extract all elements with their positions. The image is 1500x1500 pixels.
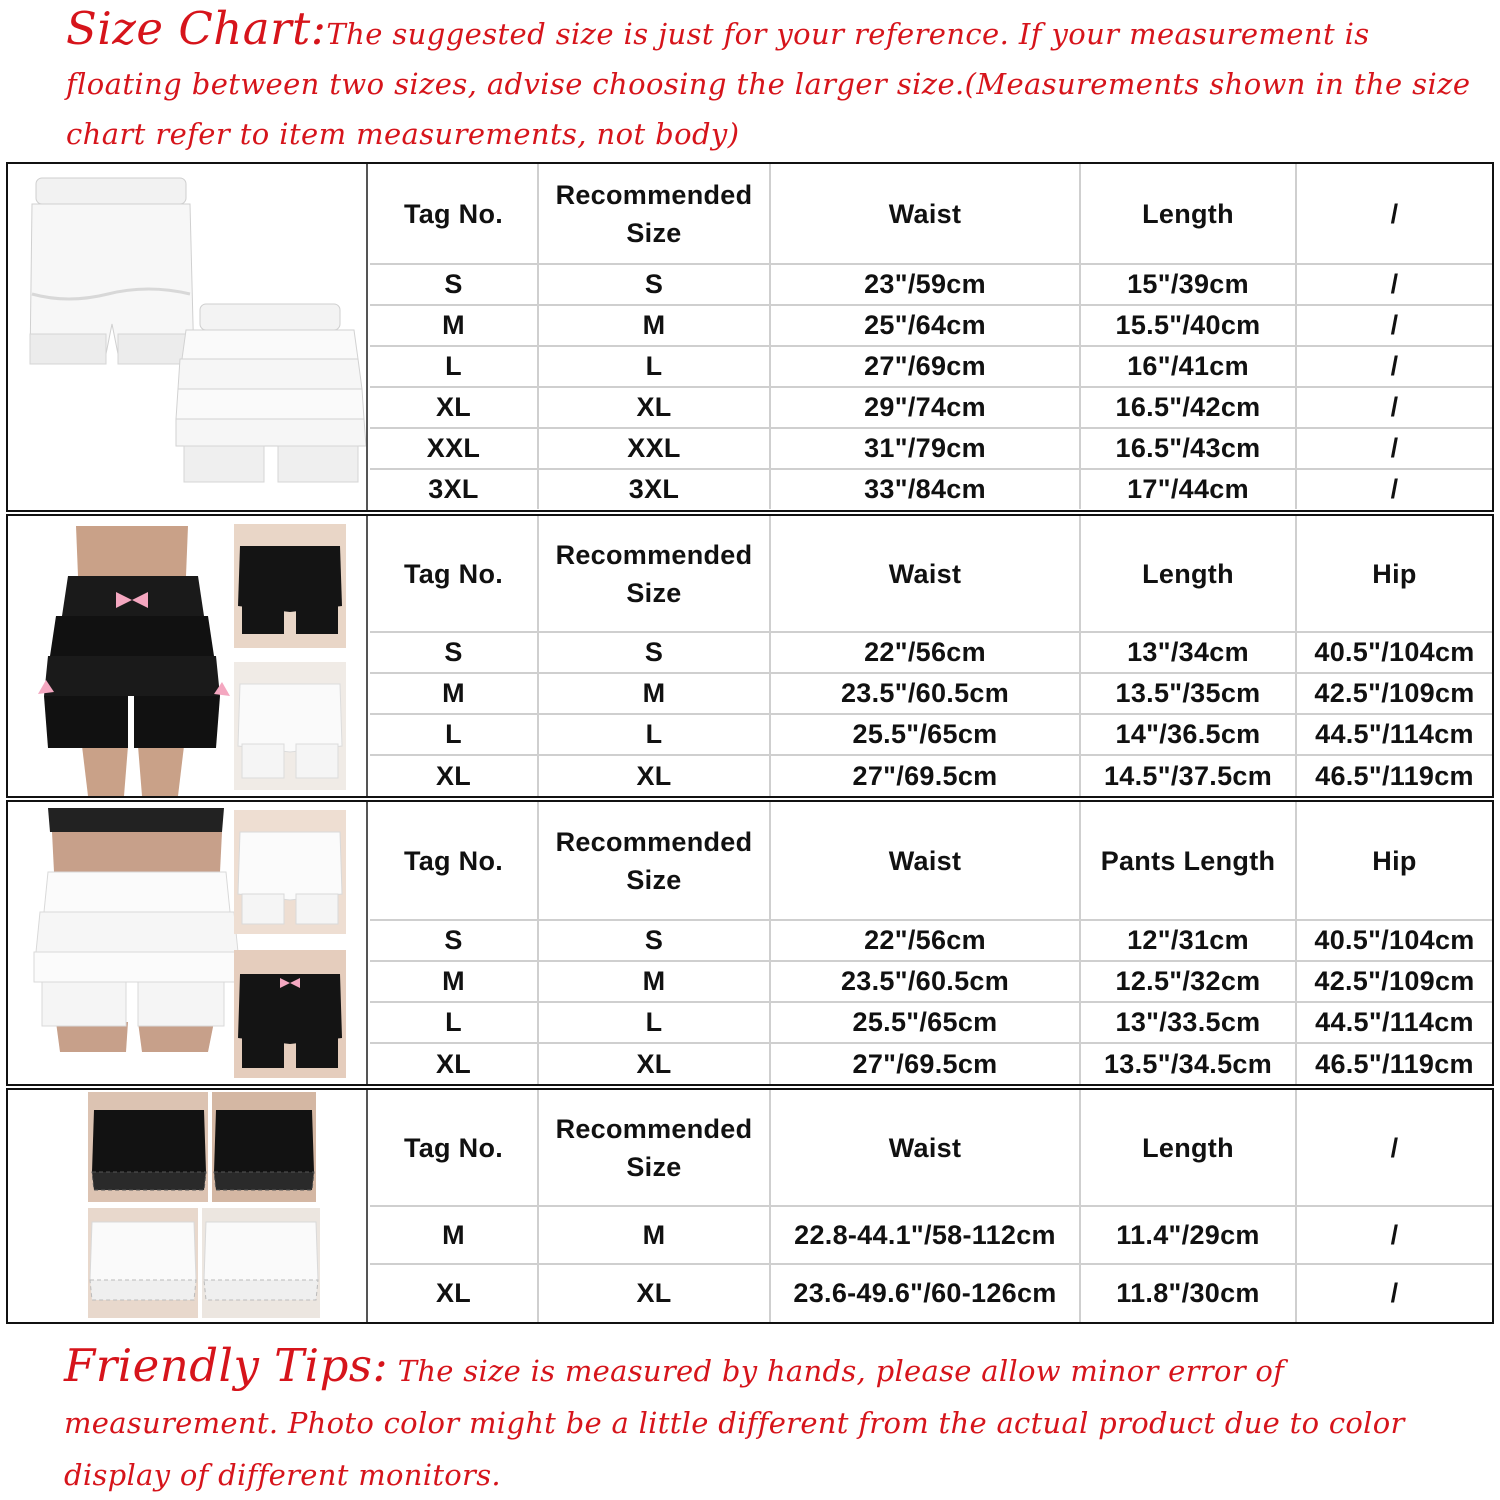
header-length: Length (1080, 516, 1296, 632)
cell-waist: 27"/69.5cm (770, 755, 1080, 796)
size-table-block-1 (6, 162, 1494, 512)
header-recommended-size: Recommended Size (538, 802, 770, 920)
table-row (370, 673, 1492, 714)
cell-length: 13.5"/35cm (1080, 673, 1296, 714)
size-table-block-2 (6, 514, 1494, 798)
cell-tag: XL (435, 760, 472, 791)
cell-waist: 23"/59cm (770, 264, 1080, 305)
cell-tag: 3XL (428, 474, 479, 504)
cell-length: 17"/44cm (1080, 469, 1296, 509)
cell-extra: / (1296, 1206, 1492, 1264)
size-table-block-4 (6, 1088, 1494, 1324)
cell-size: L (538, 346, 770, 387)
cell-tag: XL (370, 387, 538, 428)
cell-size: S (538, 920, 770, 961)
intro-heading: Size Chart: (66, 2, 327, 55)
table-row (370, 714, 1492, 755)
size-chart-intro (66, 4, 1486, 159)
table-row (370, 920, 1492, 961)
cell-length: 12.5"/32cm (1080, 961, 1296, 1002)
cell-length: 11.8"/30cm (1080, 1264, 1296, 1322)
white-bloomers-illustration (8, 164, 368, 510)
cell-size: M (538, 961, 770, 1002)
table-header-row (370, 516, 1492, 632)
cell-waist: 23.6-49.6"/60-126cm (770, 1264, 1080, 1322)
table-row (370, 1206, 1492, 1264)
cell-size: M (538, 673, 770, 714)
header-length: Length (1080, 164, 1296, 264)
table-row (370, 755, 1492, 796)
cell-length: 11.4"/29cm (1080, 1206, 1296, 1264)
cell-extra: / (1296, 469, 1492, 509)
header-tag-no: Tag No. (370, 516, 538, 632)
cell-size: XL (538, 387, 770, 428)
cell-tag: M (370, 305, 538, 346)
cell-tag: XL (435, 1278, 472, 1308)
cell-tag: L (370, 346, 538, 387)
cell-size: XL (538, 1264, 770, 1322)
header-hip: Hip (1296, 802, 1492, 920)
table-header-row (370, 1090, 1492, 1206)
cell-hip: 40.5"/104cm (1296, 632, 1492, 673)
table-row (370, 1043, 1492, 1084)
product-photo-ruffle-bloomers-white (8, 164, 368, 510)
black-bloomers-illustration (8, 516, 368, 796)
cell-tag: XL (435, 1048, 472, 1079)
cell-size: L (538, 1002, 770, 1043)
table-header-row (370, 164, 1492, 264)
lace-shorts-illustration (8, 1090, 368, 1322)
size-table-3 (370, 802, 1492, 1084)
header-recommended-size: Recommended Size (538, 1090, 770, 1206)
table-row (370, 428, 1492, 469)
table-row (370, 469, 1492, 509)
cell-waist: 33"/84cm (770, 469, 1080, 509)
cell-tag: M (370, 961, 538, 1002)
cell-tag: L (370, 714, 538, 755)
header-tag-no: Tag No. (370, 164, 538, 264)
cell-tag: S (370, 264, 538, 305)
cell-length: 14.5"/37.5cm (1080, 755, 1296, 796)
cell-extra: / (1296, 387, 1492, 428)
header-waist: Waist (770, 1090, 1080, 1206)
cell-waist: 25.5"/65cm (770, 714, 1080, 755)
cell-tag: S (370, 920, 538, 961)
table-row (370, 632, 1492, 673)
cell-waist: 22.8-44.1"/58-112cm (770, 1206, 1080, 1264)
product-photo-black-ruffle-bloomers (8, 516, 368, 796)
cell-length: 15"/39cm (1080, 264, 1296, 305)
header-tag-no: Tag No. (370, 1090, 538, 1206)
cell-length: 16"/41cm (1080, 346, 1296, 387)
cell-tag: M (370, 1206, 538, 1264)
cell-waist: 29"/74cm (770, 387, 1080, 428)
cell-hip: 42.5"/109cm (1296, 961, 1492, 1002)
cell-size: XL (538, 1043, 770, 1084)
cell-size: XXL (538, 428, 770, 469)
cell-hip: 42.5"/109cm (1296, 673, 1492, 714)
header-empty: / (1296, 1090, 1492, 1206)
cell-hip: 40.5"/104cm (1296, 920, 1492, 961)
cell-size: XL (538, 755, 770, 796)
cell-waist: 27"/69cm (770, 346, 1080, 387)
cell-size: S (538, 264, 770, 305)
cell-waist: 25.5"/65cm (770, 1002, 1080, 1043)
table-row (370, 1002, 1492, 1043)
size-table-2 (370, 516, 1492, 796)
cell-waist: 22"/56cm (770, 920, 1080, 961)
cell-size: 3XL (538, 469, 770, 509)
cell-waist: 25"/64cm (770, 305, 1080, 346)
friendly-tips (64, 1340, 1484, 1500)
size-table-4 (370, 1090, 1492, 1322)
cell-length: 16.5"/43cm (1080, 428, 1296, 469)
header-empty: / (1296, 164, 1492, 264)
cell-length: 13"/34cm (1080, 632, 1296, 673)
product-photo-white-ruffle-bloomers (8, 802, 368, 1084)
cell-hip: 44.5"/114cm (1296, 714, 1492, 755)
cell-hip: 46.5"/119cm (1296, 1043, 1492, 1084)
intro-text: The suggested size is just for your reference. If your measurement is floating between two sizes, advise choosing the larger size.(Measurements shown in the size chart refer to item measurements, not body) (66, 17, 1471, 151)
cell-hip: 44.5"/114cm (1296, 1002, 1492, 1043)
cell-extra: / (1296, 346, 1492, 387)
table-row (370, 346, 1492, 387)
cell-size: S (538, 632, 770, 673)
cell-length: 16.5"/42cm (1080, 387, 1296, 428)
cell-length: 12"/31cm (1080, 920, 1296, 961)
white-ruffle-bloomers-illustration (8, 802, 368, 1084)
cell-size: L (538, 714, 770, 755)
cell-length: 15.5"/40cm (1080, 305, 1296, 346)
header-recommended-size: Recommended Size (538, 516, 770, 632)
cell-length: 13"/33.5cm (1080, 1002, 1296, 1043)
cell-waist: 23.5"/60.5cm (770, 961, 1080, 1002)
table-row (370, 305, 1492, 346)
cell-size: M (538, 1206, 770, 1264)
header-waist: Waist (770, 164, 1080, 264)
cell-size: M (538, 305, 770, 346)
table-row (370, 264, 1492, 305)
cell-waist: 31"/79cm (770, 428, 1080, 469)
cell-waist: 22"/56cm (770, 632, 1080, 673)
cell-hip: 46.5"/119cm (1296, 755, 1492, 796)
header-waist: Waist (770, 516, 1080, 632)
header-pants-length: Pants Length (1080, 802, 1296, 920)
table-row (370, 1264, 1492, 1322)
cell-length: 13.5"/34.5cm (1080, 1043, 1296, 1084)
cell-length: 14"/36.5cm (1080, 714, 1296, 755)
cell-extra: / (1296, 264, 1492, 305)
table-row (370, 387, 1492, 428)
tips-heading: Friendly Tips: (64, 1339, 389, 1392)
cell-tag: S (370, 632, 538, 673)
size-table-block-3 (6, 800, 1494, 1086)
cell-extra: / (1296, 428, 1492, 469)
cell-extra: / (1296, 1264, 1492, 1322)
cell-waist: 23.5"/60.5cm (770, 673, 1080, 714)
cell-tag: XXL (370, 428, 538, 469)
header-waist: Waist (770, 802, 1080, 920)
cell-extra: / (1296, 305, 1492, 346)
header-hip: Hip (1296, 516, 1492, 632)
table-header-row (370, 802, 1492, 920)
header-length: Length (1080, 1090, 1296, 1206)
cell-tag: L (370, 1002, 538, 1043)
tips-text: The size is measured by hands, please allow minor error of measurement. Photo color might be a little different from the actual product due to color display of different monitors. (64, 1354, 1405, 1492)
header-tag-no: Tag No. (370, 802, 538, 920)
product-photo-lace-trim-shorts (8, 1090, 368, 1322)
cell-waist: 27"/69.5cm (770, 1043, 1080, 1084)
cell-tag: M (370, 673, 538, 714)
size-table-1 (370, 164, 1492, 509)
table-row (370, 961, 1492, 1002)
header-recommended-size: Recommended Size (538, 164, 770, 264)
